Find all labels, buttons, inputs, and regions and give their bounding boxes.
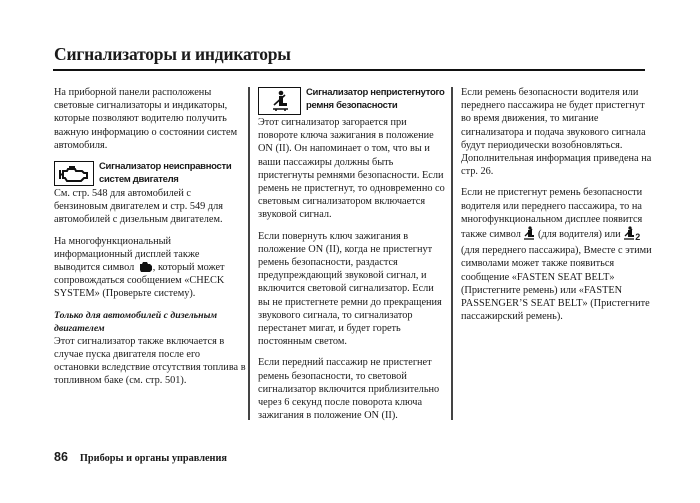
seatbelt-heading-row [258, 86, 446, 115]
display-symbols-paragraph: Если не пристегнут ремень безопасности водителя или переднего пассажира, то на многофункциональном дисплее появится также символ (для водителя) или $_2$ (для переднего пассажира), Вместе с этими символами может также появиться сообщение «FASTEN SEAT BELT» (Пристегните ремень) или «FASTEN PASSENGER’S SEAT BELT» (Пристегните пассажирский ремень). [461, 187, 652, 323]
diesel-heading: Только для автомобилей с дизельным двигателем [54, 309, 218, 334]
driver-seatbelt-icon [523, 226, 535, 240]
section-name: Приборы и органы управления [79, 453, 227, 464]
engine-refs-paragraph: См. стр. 548 для автомобилей с бензиновым двигателем и стр. 549 для автомобилей с дизельным двигателем. [54, 188, 224, 226]
engine-heading-row [54, 160, 246, 186]
engine-warning-heading: Сигнализатор неисправности систем двигателя [99, 161, 232, 186]
seatbelt-icon-box [258, 87, 301, 115]
passenger-seatbelt-icon [623, 226, 635, 240]
check-engine-small-icon [137, 261, 153, 273]
column-2 [258, 86, 446, 430]
passenger-number: 2 [635, 232, 641, 243]
seatbelt-icon [268, 90, 292, 112]
column-1 [54, 86, 246, 395]
column-3 [461, 86, 653, 332]
page-number: 86 [54, 450, 68, 464]
page-title: Сигнализаторы и индикаторы [54, 44, 291, 64]
mfd-paragraph: На многофункциональный информационный дисплей также выводится символ , который может сопровождаться сообщением «CHECK SYSTEM» (Проверьте систему). [54, 235, 225, 300]
seatbelt-paragraph-2: Если повернуть ключ зажигания в положение ON (II), когда не пристегнут ремень безопасности, раздастся предупреждающий звуковой сигнал, и включится световой сигнализатор. Если вы не пристегнете ремни до прекращения звукового сигнала, то сигнализатор перестанет мигат, и будет гореть постоянным светом. [258, 230, 442, 348]
page-footer [54, 450, 227, 464]
engine-icon-box [54, 161, 94, 186]
reminder-paragraph: Если ремень безопасности водителя или переднего пассажира не будет пристегнут во время движения, то мигание сигнализатора и подача звукового сигнала будут периодически возобновляться. Дополнительная информация приведена на стр. 26. [461, 87, 652, 178]
diesel-paragraph: Этот сигнализатор также включается в случае пуска двигателя после его остановки вследствие отсутствия топлива в топливном баке (см. стр. 501). [54, 335, 246, 387]
seatbelt-warning-heading: Сигнализатор непристегнутого ремня безопасности [306, 87, 445, 111]
check-engine-icon [58, 165, 90, 183]
title-rule [53, 69, 645, 71]
seatbelt-paragraph-3: Если передний пассажир не пристегнет ремень безопасности, то световой сигнализатор включится приблизительно через 6 секунд после поворота ключа зажигания в положение ON (II). [258, 357, 440, 422]
column-divider [248, 87, 250, 420]
intro-paragraph: На приборной панели расположены световые сигнализаторы и индикаторы, которые позволяют водителю получить важную информацию о состоянии систем автомобиля. [54, 87, 238, 151]
seatbelt-paragraph-1: Этот сигнализатор загорается при повороте ключа зажигания в положение ON (II). Он напоминает о том, что вы и ваши пассажиры должны быть пристегнуты ремнями безопасности. Если ремень не пристегнут, то одновременно со световым сигнализатором включается звуковой сигнал. [258, 117, 445, 221]
column-divider [451, 87, 453, 420]
